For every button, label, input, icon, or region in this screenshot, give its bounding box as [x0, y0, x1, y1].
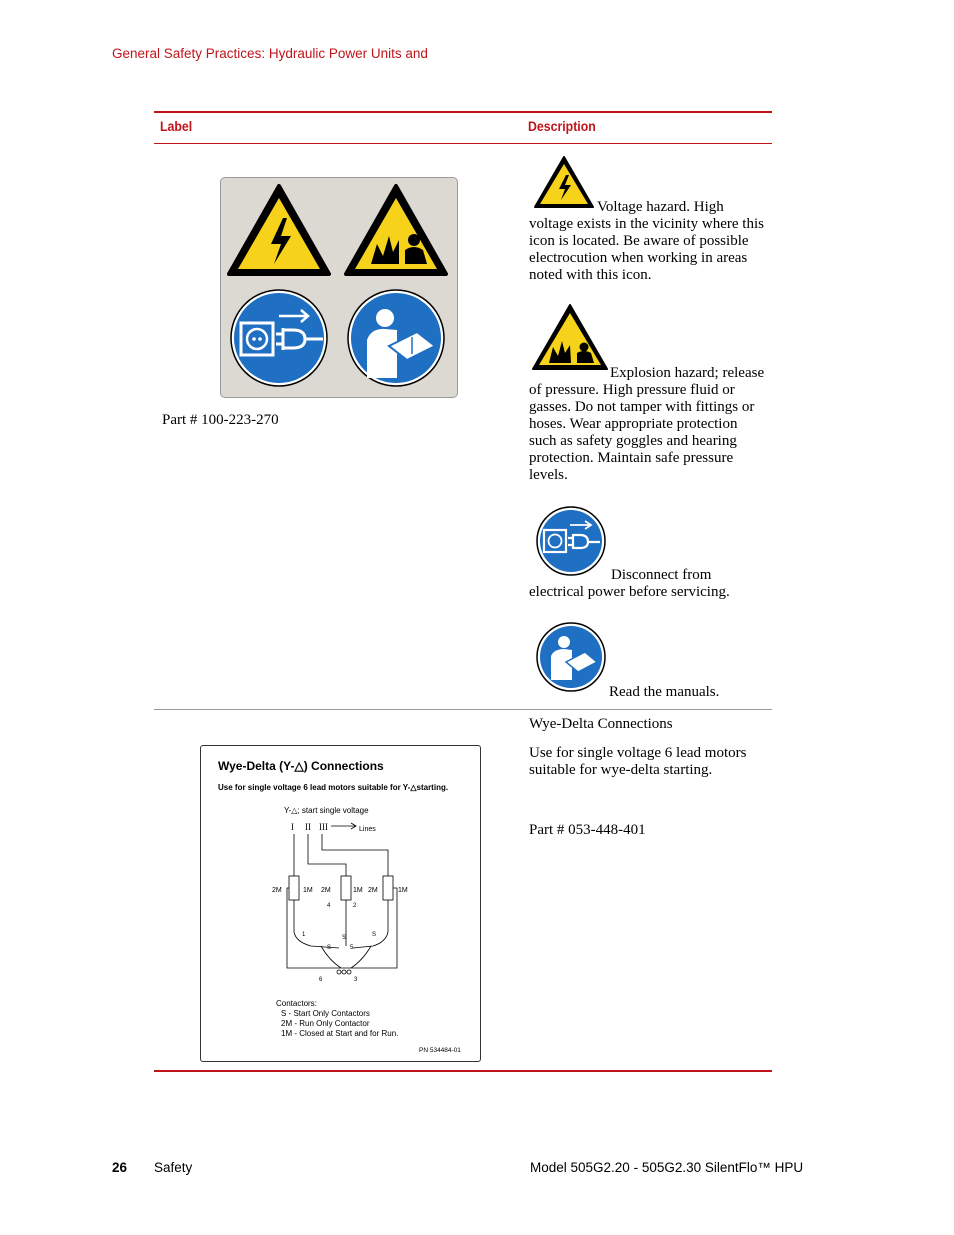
terminal-3: 3 [354, 977, 358, 983]
diagram-part-number: PN 534484-01 [419, 1047, 461, 1054]
wye-delta-description: Use for single voltage 6 lead motors suitable for wye-delta starting. [529, 745, 747, 778]
terminal-1: 1 [302, 932, 306, 938]
page-number: 26 [112, 1160, 128, 1175]
contactor-2m-a: 2M [272, 887, 282, 894]
line-ii-label: II [305, 822, 311, 832]
contactor-legend-s: S - Start Only Contactors [281, 1009, 370, 1018]
contactor-legend-1m: 1M - Closed at Start and for Run. [281, 1029, 399, 1038]
terminal-5: 5 [350, 945, 354, 951]
table-top-rule [154, 111, 772, 113]
running-header: General Safety Practices: Hydraulic Power Units and [112, 46, 428, 61]
diagram-title: Wye-Delta (Y-△) Connections [218, 759, 384, 773]
lines-label: Lines [359, 826, 376, 833]
voltage-hazard-icon [229, 186, 329, 274]
read-manual-icon [536, 622, 606, 692]
motor-wiring [287, 834, 397, 974]
label-part-number-1: Part # 100-223-270 [162, 412, 279, 428]
read-manual-description: Read the manuals. [609, 684, 720, 700]
terminal-4: 4 [327, 903, 331, 909]
disconnect-power-description: Disconnect from electrical power before servicing. [529, 567, 730, 600]
explosion-hazard-icon [531, 303, 609, 371]
contactor-legend-2m: 2M - Run Only Contactor [281, 1019, 370, 1028]
start-contactor-b: S [342, 935, 347, 941]
contactor-2m-c: 2M [368, 887, 378, 894]
footer-section: Safety [154, 1160, 193, 1175]
footer-model: Model 505G2.20 - 505G2.30 SilentFlo™ HPU [530, 1160, 804, 1175]
diagram-subtitle: Use for single voltage 6 lead motors suitable for Y-△starting. [218, 783, 449, 792]
start-contactor-a: S [327, 945, 332, 951]
start-voltage-label: Y-△; start single voltage [284, 806, 369, 815]
column-header-label: Label [160, 118, 193, 134]
contactor-1m-b: 1M [353, 887, 363, 894]
line-i-label: I [291, 822, 294, 832]
header-bottom-rule [154, 143, 772, 144]
table-bottom-rule [154, 1070, 772, 1072]
disconnect-power-icon [536, 506, 606, 576]
row-divider [154, 709, 772, 710]
explosion-hazard-icon [346, 186, 446, 274]
line-iii-label: III [319, 822, 328, 832]
voltage-hazard-description: Voltage hazard. High voltage exists in the vicinity where this icon is located. Be aware of possible electrocution when working in areas noted with this icon. [529, 199, 764, 283]
safety-sign-panel [220, 177, 458, 398]
read-manual-icon [348, 290, 444, 386]
start-contactor-c: S [372, 932, 377, 938]
wye-delta-part-number: Part # 053-448-401 [529, 822, 646, 838]
wye-delta-diagram [200, 745, 481, 1062]
wye-delta-title: Wye-Delta Connections [529, 716, 673, 732]
terminal-2: 2 [353, 903, 357, 909]
terminal-6: 6 [319, 977, 323, 983]
contactors-title: Contactors: [276, 999, 317, 1008]
contactor-2m-b: 2M [321, 887, 331, 894]
disconnect-power-icon [231, 290, 327, 386]
explosion-hazard-description: Explosion hazard; release of pressure. High pressure fluid or gasses. Do not tamper with fittings or hoses. Wear appropriate protection such as safety goggles and hearing protection. Maintain safe pressure levels. [529, 365, 765, 483]
contactor-1m-c: 1M [398, 887, 408, 894]
contactor-1m-a: 1M [303, 887, 313, 894]
column-header-description: Description [528, 118, 596, 134]
